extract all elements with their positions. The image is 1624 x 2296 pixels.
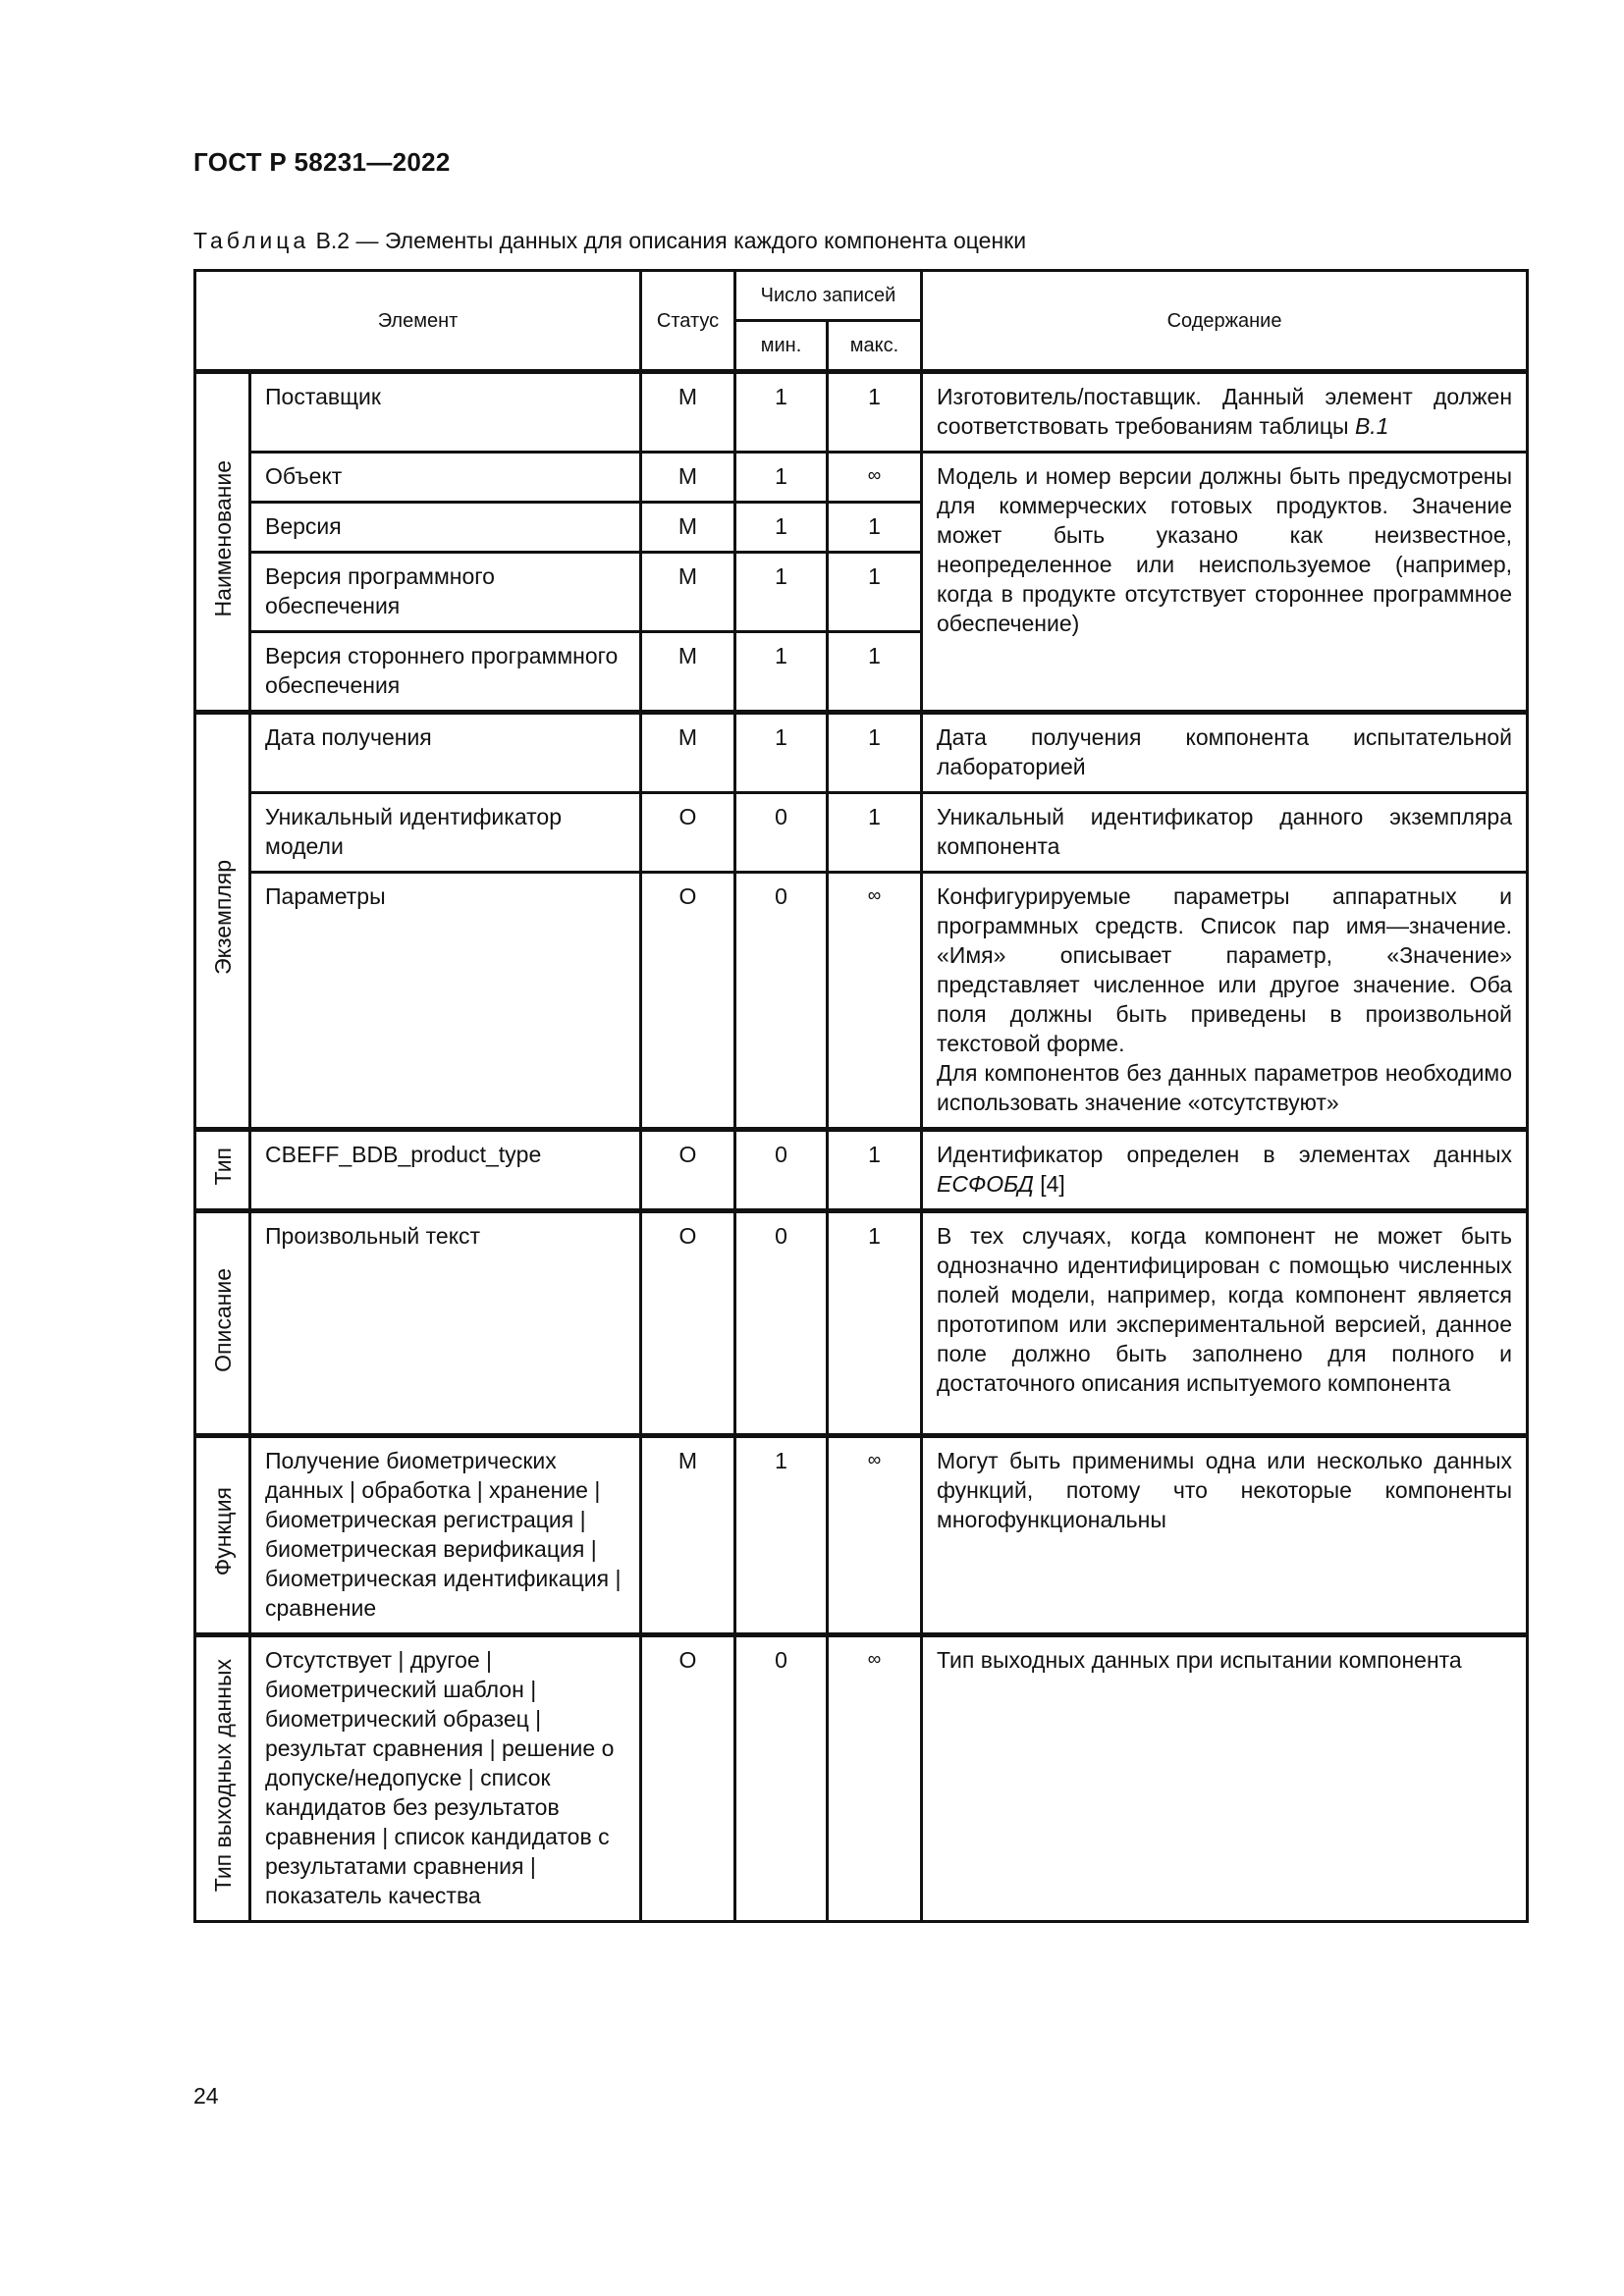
header-max: макс. xyxy=(828,321,922,372)
row-content-ref: В.1 xyxy=(1354,413,1389,439)
group-function xyxy=(195,1436,250,1635)
table-row xyxy=(195,1211,1528,1436)
row-status: O xyxy=(641,793,735,873)
row-min: 1 xyxy=(735,503,828,553)
header-row xyxy=(195,271,1528,321)
group-description-label: Описание xyxy=(209,1267,236,1372)
row-status: M xyxy=(641,503,735,553)
table-caption-title: В.2 — Элементы данных для описания каждого компонента оценки xyxy=(315,228,1027,253)
row-content-ref: ЕСФОБД xyxy=(937,1171,1034,1197)
row-min: 0 xyxy=(735,1130,828,1211)
row-max: 1 xyxy=(828,632,922,713)
row-max: 1 xyxy=(828,553,922,632)
table-caption-label: Таблица xyxy=(193,228,310,253)
group-output xyxy=(195,1635,250,1922)
row-element: Поставщик xyxy=(250,372,641,453)
row-element: Отсутствует | другое | биометрический шаблон | биометрический образец | результат сравнения | решение о допуске/недопуске | список кандидатов без результатов сравнения | список кандидатов с результатами сравнения | показатель качества xyxy=(250,1635,641,1922)
row-content: Уникальный идентификатор данного экземпляра компонента xyxy=(922,793,1528,873)
row-content-text: Конфигурируемые параметры аппаратных и программных средств. Список пар имя—значение. «Имя» описывает параметр, «Значение» представляет численное или другое значение. Оба поля должны быть приведены в произвольной текстовой форме. xyxy=(937,883,1513,1056)
page-number: 24 xyxy=(193,2083,219,2109)
row-status: M xyxy=(641,553,735,632)
row-min: 1 xyxy=(735,372,828,453)
row-min: 1 xyxy=(735,553,828,632)
table-row xyxy=(195,713,1528,793)
table-row xyxy=(195,1635,1528,1922)
row-max: ∞ xyxy=(828,1436,922,1635)
group-description xyxy=(195,1211,250,1436)
group-output-label: Тип выходных данных xyxy=(209,1658,236,1893)
row-content-text: Изготовитель/поставщик. Данный элемент должен соответствовать требованиям таблицы xyxy=(937,384,1513,439)
row-max: 1 xyxy=(828,1211,922,1436)
row-element: Объект xyxy=(250,453,641,503)
row-min: 1 xyxy=(735,713,828,793)
row-max: 1 xyxy=(828,503,922,553)
row-element: Уникальный идентификатор модели xyxy=(250,793,641,873)
row-status: O xyxy=(641,873,735,1130)
row-content: Могут быть применимы одна или несколько данных функций, потому что некоторые компоненты многофункциональны xyxy=(922,1436,1528,1635)
row-status: O xyxy=(641,1635,735,1922)
row-status: M xyxy=(641,453,735,503)
group-type-label: Тип xyxy=(209,1148,236,1186)
row-element: Произвольный текст xyxy=(250,1211,641,1436)
table-row xyxy=(195,1436,1528,1635)
row-element: Версия xyxy=(250,503,641,553)
row-status: M xyxy=(641,713,735,793)
row-content xyxy=(922,372,1528,453)
row-min: 1 xyxy=(735,632,828,713)
row-min: 1 xyxy=(735,1436,828,1635)
row-status: O xyxy=(641,1211,735,1436)
row-max: ∞ xyxy=(828,453,922,503)
row-min: 0 xyxy=(735,1635,828,1922)
table-row xyxy=(195,873,1528,1130)
table-row xyxy=(195,1130,1528,1211)
row-content: Тип выходных данных при испытании компонента xyxy=(922,1635,1528,1922)
header-element: Элемент xyxy=(195,271,641,372)
row-element: Версия стороннего программного обеспечения xyxy=(250,632,641,713)
table-row xyxy=(195,372,1528,453)
row-max: ∞ xyxy=(828,1635,922,1922)
row-max: 1 xyxy=(828,713,922,793)
header-content: Содержание xyxy=(922,271,1528,372)
row-content: В тех случаях, когда компонент не может быть однозначно идентифицирован с помощью численных полей модели, например, когда компонент является прототипом или экспериментальной версией, данное поле должно быть заполнено для полного и достаточного описания испытуемого компонента xyxy=(922,1211,1528,1436)
standard-title: ГОСТ Р 58231—2022 xyxy=(193,147,451,177)
row-max: 1 xyxy=(828,1130,922,1211)
row-min: 0 xyxy=(735,793,828,873)
table-row xyxy=(195,453,1528,503)
table-caption xyxy=(193,228,1026,254)
row-status: O xyxy=(641,1130,735,1211)
table-row xyxy=(195,793,1528,873)
row-max: 1 xyxy=(828,793,922,873)
row-status: M xyxy=(641,632,735,713)
group-type xyxy=(195,1130,250,1211)
row-status: M xyxy=(641,372,735,453)
group-naming-label: Наименование xyxy=(209,459,236,617)
row-content xyxy=(922,1130,1528,1211)
data-elements-table xyxy=(193,269,1529,1923)
row-element: CBEFF_BDB_product_type xyxy=(250,1130,641,1211)
row-max: ∞ xyxy=(828,873,922,1130)
row-content: Дата получения компонента испытательной лабораторией xyxy=(922,713,1528,793)
row-content-tail: [4] xyxy=(1033,1171,1065,1197)
row-content xyxy=(922,873,1528,1130)
row-min: 1 xyxy=(735,453,828,503)
row-content-text-2: Для компонентов без данных параметров необходимо использовать значение «отсутствуют» xyxy=(937,1060,1513,1115)
group-instance xyxy=(195,713,250,1130)
row-min: 0 xyxy=(735,873,828,1130)
row-status: M xyxy=(641,1436,735,1635)
row-content-text: Идентификатор определен в элементах данных xyxy=(937,1142,1513,1167)
row-max: 1 xyxy=(828,372,922,453)
row-element: Получение биометрических данных | обработка | хранение | биометрическая регистрация | биометрическая верификация | биометрическая идентификация | сравнение xyxy=(250,1436,641,1635)
group-naming xyxy=(195,372,250,713)
row-element: Дата получения xyxy=(250,713,641,793)
group-function-label: Функция xyxy=(209,1487,236,1576)
row-element: Версия программного обеспечения xyxy=(250,553,641,632)
row-content: Модель и номер версии должны быть предусмотрены для коммерческих готовых продуктов. Значение может быть указано как неизвестное, неопределенное или неиспользуемое (например, когда в продукте отсутствует стороннее программное обеспечение) xyxy=(922,453,1528,713)
header-status: Статус xyxy=(641,271,735,372)
row-element: Параметры xyxy=(250,873,641,1130)
header-count: Число записей xyxy=(735,271,922,321)
row-min: 0 xyxy=(735,1211,828,1436)
header-min: мин. xyxy=(735,321,828,372)
group-instance-label: Экземпляр xyxy=(209,860,236,975)
